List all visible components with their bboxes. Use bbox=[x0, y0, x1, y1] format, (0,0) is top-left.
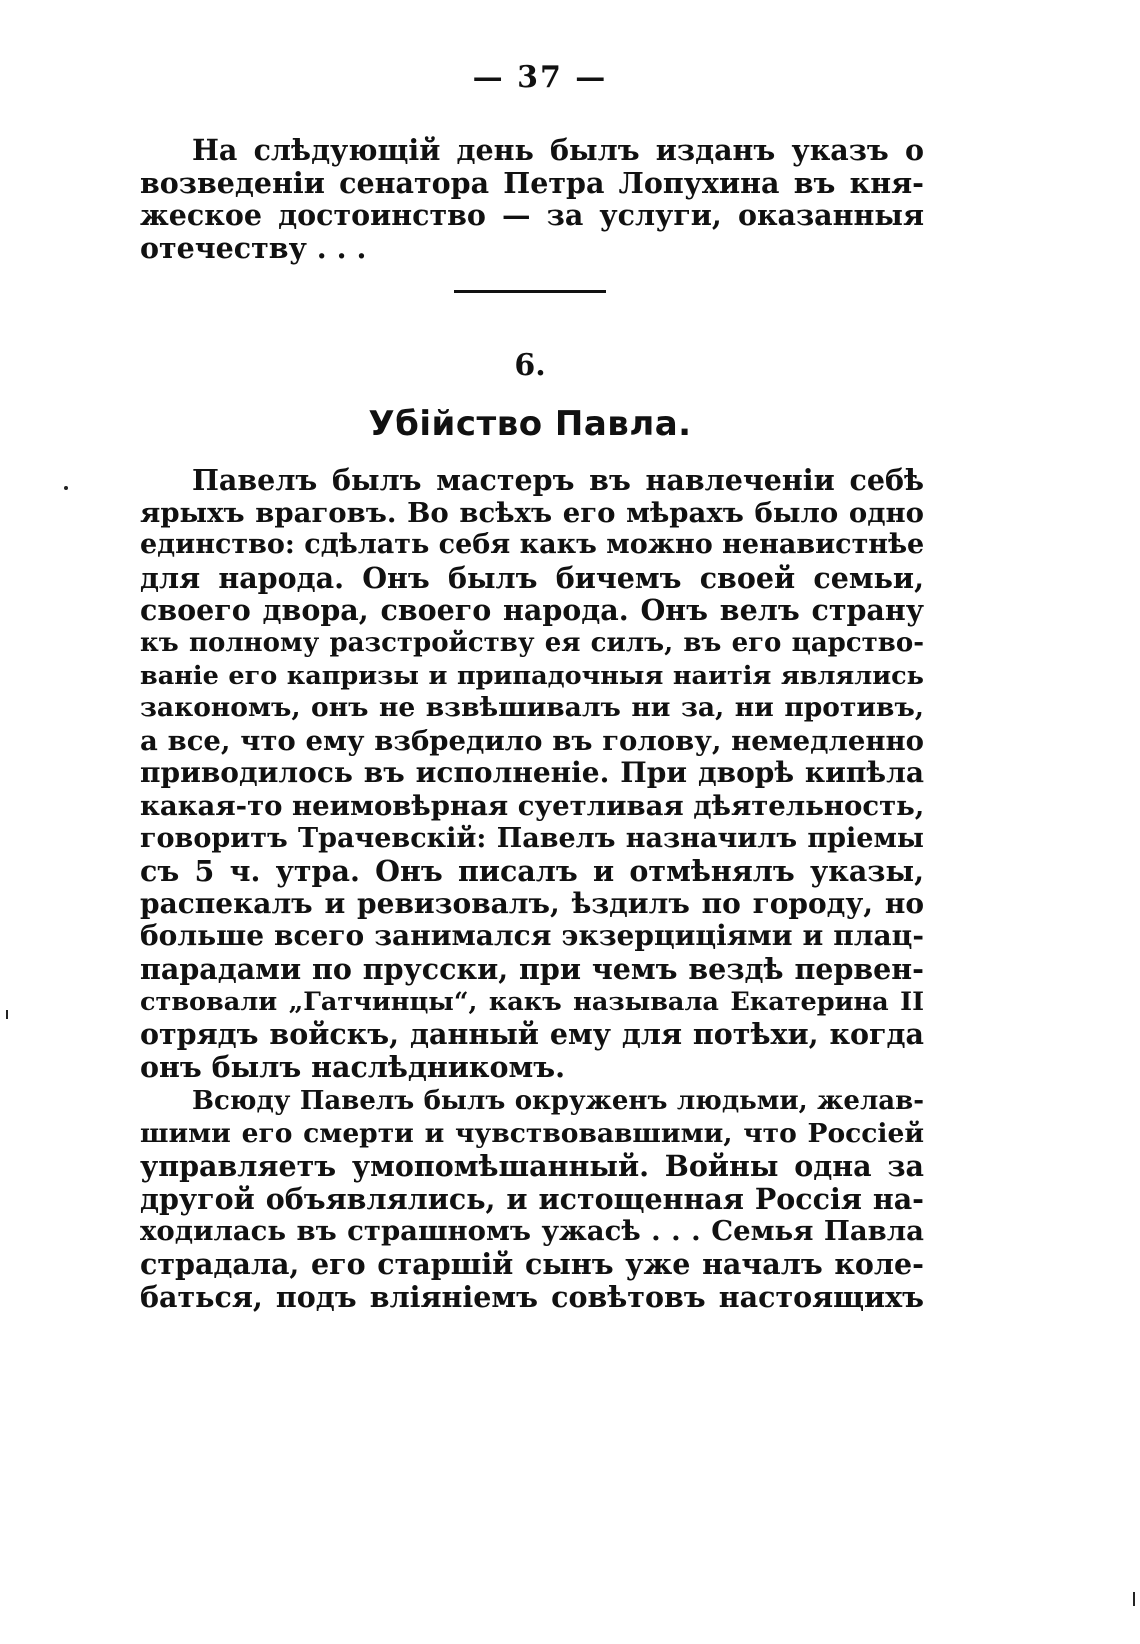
margin-speck bbox=[6, 1010, 8, 1019]
margin-speck bbox=[1133, 1592, 1135, 1606]
section-number: 6. bbox=[514, 348, 546, 383]
section-title: Убійство Павла. bbox=[368, 404, 692, 444]
text-line: съ 5 ч. утра. Онъ писалъ и отмѣнялъ указы, bbox=[140, 854, 924, 889]
text-line: возведеніи сенатора Петра Лопухина въ кня- bbox=[140, 165, 924, 200]
text-line: баться, подъ вліяніемъ совѣтовъ настоящихъ bbox=[140, 1279, 924, 1314]
text-line: ваніе его капризы и припадочныя наитія являлись bbox=[140, 660, 924, 691]
text-line: шими его смерти и чувствовавшими, что Россіей bbox=[140, 1117, 924, 1149]
margin-speck bbox=[64, 486, 68, 490]
text-line: какая-то неимовѣрная суетливая дѣятельность, bbox=[140, 789, 925, 822]
text-line: Павелъ былъ мастеръ въ навлеченіи себѣ bbox=[192, 463, 924, 497]
text-line: распекалъ и ревизовалъ, ѣздилъ по городу, но bbox=[140, 886, 924, 920]
text-line: Всюду Павелъ былъ окруженъ людьми, желав- bbox=[192, 1086, 924, 1116]
text-line: ствовали „Гатчинцы“, какъ называла Екатерина II bbox=[140, 986, 924, 1017]
text-line: страдала, его старшій сынъ уже началъ коле- bbox=[140, 1246, 924, 1281]
intro-paragraph bbox=[140, 134, 924, 264]
text-line: другой объявлялись, и истощенная Россія на- bbox=[140, 1181, 924, 1216]
text-line: жеское достоинство — за услуги, оказанныя bbox=[140, 198, 924, 233]
text-line: ходилась въ страшномъ ужасѣ . . . Семья Павла bbox=[140, 1215, 924, 1248]
text-line: для народа. Онъ былъ бичемъ своей семьи, bbox=[140, 560, 924, 595]
page-number: — 37 — bbox=[472, 60, 608, 95]
text-line: На слѣдующій день былъ изданъ указъ о bbox=[192, 133, 924, 167]
text-line: ярыхъ враговъ. Во всѣхъ его мѣрахъ было одно bbox=[140, 496, 924, 529]
text-line: отечеству . . . bbox=[140, 230, 367, 265]
text-line: единство: сдѣлать себя какъ можно ненавистнѣе bbox=[140, 529, 925, 561]
text-line: приводилось въ исполненіе. При дворѣ кипѣла bbox=[140, 756, 924, 790]
text-line: говоритъ Трачевскій: Павелъ назначилъ пріемы bbox=[140, 822, 924, 854]
paragraph-2 bbox=[140, 1085, 924, 1313]
text-line: управляетъ умопомѣшанный. Войны одна за bbox=[140, 1149, 924, 1184]
text-line: парадами по прусски, при чемъ вездѣ первен- bbox=[140, 951, 924, 986]
text-line: отрядъ войскъ, данный ему для потѣхи, когда bbox=[140, 1017, 924, 1052]
text-line: больше всего занимался экзерциціями и плац- bbox=[140, 919, 924, 953]
paragraph-1 bbox=[140, 464, 924, 1083]
text-line: къ полному разстройству ея силъ, въ его царство- bbox=[140, 627, 924, 658]
text-line: онъ былъ наслѣдникомъ. bbox=[140, 1049, 566, 1084]
text-line: а все, что ему взбредило въ голову, немедленно bbox=[140, 724, 924, 757]
section-divider bbox=[454, 290, 606, 293]
text-line: закономъ, онъ не взвѣшивалъ ни за, ни противъ, bbox=[140, 692, 924, 724]
text-line: своего двора, своего народа. Онъ велъ страну bbox=[140, 593, 924, 628]
